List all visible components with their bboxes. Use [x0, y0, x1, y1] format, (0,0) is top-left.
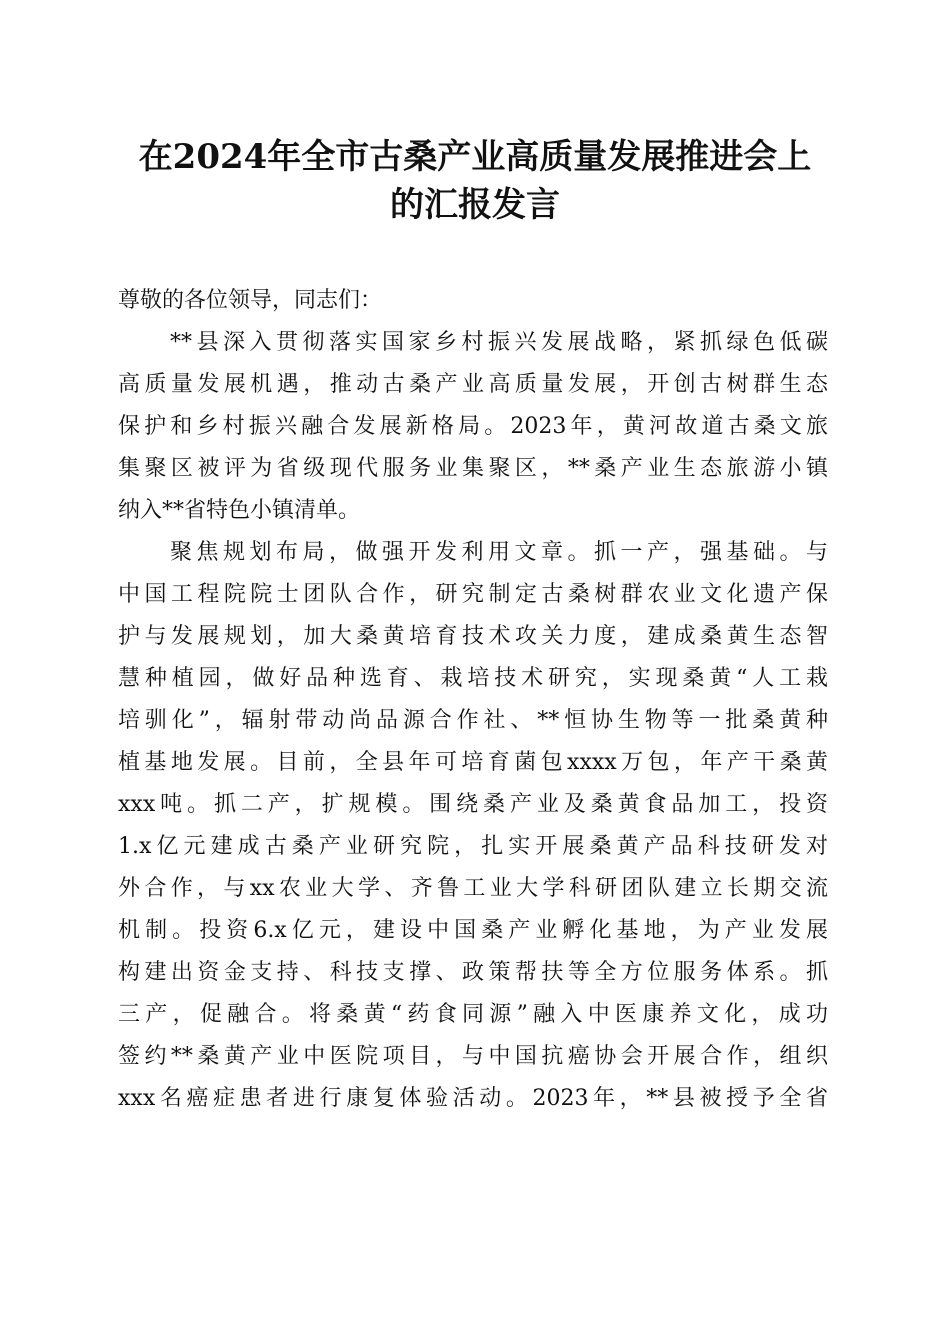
title-line-2: 的汇报发言 — [390, 185, 560, 225]
document-body — [118, 280, 828, 1120]
paragraph-line: xxx名癌症患者进行康复体验活动。2023年，**县被授予全省 — [118, 1086, 828, 1111]
paragraph-line: 集聚区被评为省级现代服务业集聚区，**桑产业生态旅游小镇 — [118, 456, 828, 481]
paragraph-line: 外合作，与xx农业大学、齐鲁工业大学科研团队建立长期交流 — [118, 876, 828, 901]
document-title — [110, 133, 840, 229]
paragraph-line: 纳入**省特色小镇清单。 — [118, 498, 361, 523]
paragraph-line: 高质量发展机遇，推动古桑产业高质量发展，开创古树群生态 — [118, 372, 828, 397]
paragraph-line: 慧种植园，做好品种选育、栽培技术研究，实现桑黄“人工栽 — [118, 666, 828, 691]
paragraph-line: 培驯化”，辐射带动尚品源合作社、**恒协生物等一批桑黄种 — [118, 708, 828, 733]
paragraph-1 — [118, 322, 828, 532]
paragraph-line: 1.x亿元建成古桑产业研究院，扎实开展桑黄产品科技研发对 — [118, 834, 828, 859]
salutation: 尊敬的各位领导，同志们： — [118, 288, 383, 313]
paragraph-line: 构建出资金支持、科技支撑、政策帮扶等全方位服务体系。抓 — [118, 960, 828, 985]
paragraph-line: 机制。投资6.x亿元，建设中国桑产业孵化基地，为产业发展 — [118, 918, 828, 943]
paragraph-line: 保护和乡村振兴融合发展新格局。2023年，黄河故道古桑文旅 — [118, 414, 828, 439]
title-line-1: 在2024年全市古桑产业高质量发展推进会上 — [138, 137, 812, 177]
paragraph-line: **县深入贯彻落实国家乡村振兴发展战略，紧抓绿色低碳 — [170, 330, 828, 355]
paragraph-line: 护与发展规划，加大桑黄培育技术攻关力度，建成桑黄生态智 — [118, 624, 828, 649]
paragraph-2 — [118, 532, 828, 1120]
paragraph-line: 签约**桑黄产业中医院项目，与中国抗癌协会开展合作，组织 — [118, 1044, 828, 1069]
paragraph-line: 三产，促融合。将桑黄“药食同源”融入中医康养文化，成功 — [118, 1002, 828, 1027]
paragraph-line: 聚焦规划布局，做强开发利用文章。抓一产，强基础。与 — [170, 540, 828, 565]
paragraph-line: 植基地发展。目前，全县年可培育菌包xxxx万包，年产干桑黄 — [118, 750, 828, 775]
paragraph-line: xxx吨。抓二产，扩规模。围绕桑产业及桑黄食品加工，投资 — [118, 792, 828, 817]
paragraph-line: 中国工程院院士团队合作，研究制定古桑树群农业文化遗产保 — [118, 582, 828, 607]
